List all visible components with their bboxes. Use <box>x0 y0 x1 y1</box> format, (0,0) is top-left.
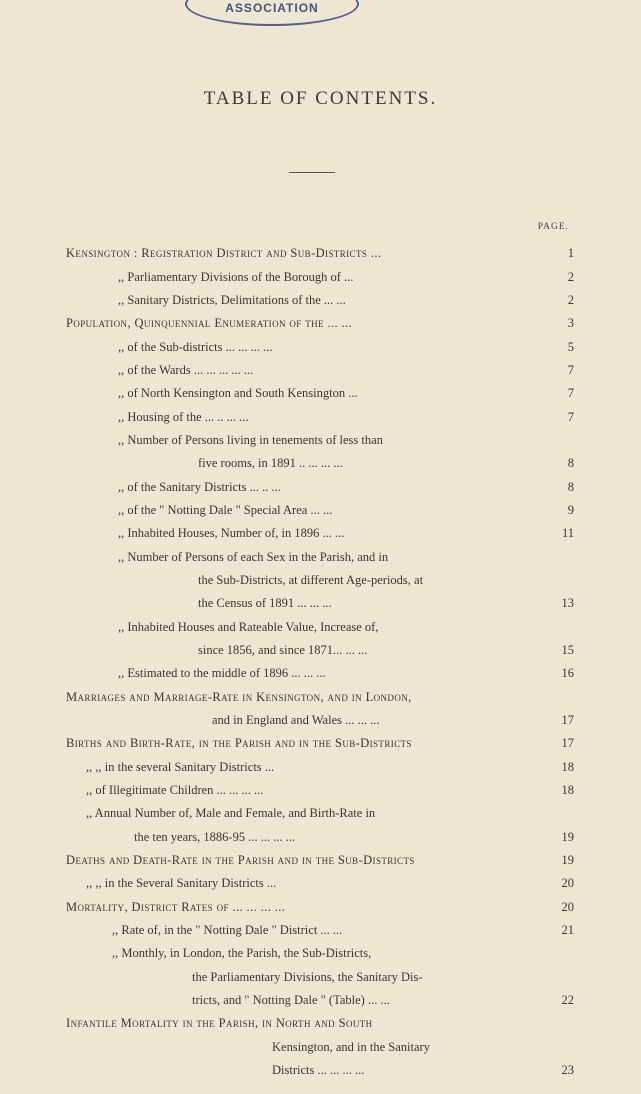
toc-entry-text: ,, Number of Persons living in tenements of less than <box>118 433 383 447</box>
toc-entry-page: 19 <box>561 853 574 867</box>
toc-entry-page: 8 <box>567 456 574 470</box>
toc-entry-page: 11 <box>561 526 574 540</box>
toc-entry-page: 20 <box>561 876 574 890</box>
toc-entry-text: Deaths and Death-Rate in the Parish and in the Sub-Districts <box>66 853 415 867</box>
toc-entry-page: 7 <box>567 410 574 424</box>
toc-entry-text: the Parliamentary Divisions, the Sanitary Dis- <box>192 970 423 984</box>
toc-entry-text: Births and Birth-Rate, in the Parish and in the Sub-Districts <box>66 736 412 750</box>
toc-entry-page: 7 <box>567 363 574 377</box>
toc-entry-text: five rooms, in 1891 .. ... ... ... <box>198 456 343 470</box>
toc-entry-text: ,, Number of Persons of each Sex in the Parish, and in <box>118 550 389 564</box>
toc-entry-text: ,, of the Sub-districts ... ... ... ... <box>118 340 273 354</box>
toc-entry-text: ,, of the " Notting Dale " Special Area ... ... <box>118 503 333 517</box>
toc-entry-page: 2 <box>567 270 574 284</box>
toc-entry-page: 17 <box>561 713 574 727</box>
toc-entry-page: 1 <box>567 246 574 260</box>
toc-entry-page: 22 <box>561 993 574 1007</box>
toc-entry-text: and in England and Wales ... ... ... <box>212 713 380 727</box>
toc-entry-text: ,, Sanitary Districts, Delimitations of the ... ... <box>118 293 346 307</box>
toc-entry-text: ,, of Illegitimate Children ... ... ... ... <box>86 783 264 797</box>
toc-entry-page: 16 <box>561 666 574 680</box>
toc-entry-text: Infantile Mortality in the Parish, in North and South <box>66 1016 373 1030</box>
toc-entry-page: 17 <box>561 736 574 750</box>
stamp-text: ASSOCIATION <box>225 1 319 15</box>
toc-entry-text: ,, Inhabited Houses, Number of, in 1896 ... ... <box>118 526 345 540</box>
toc-entry-text: Population, Quinquennial Enumeration of the ... ... <box>66 316 353 330</box>
toc-entry-page: 7 <box>567 386 574 400</box>
toc-entry-page: 21 <box>561 923 574 937</box>
toc-entry-text: Mortality, District Rates of ... ... ... ... <box>66 900 286 914</box>
toc-entry-text: ,, Housing of the ... .. ... ... <box>118 410 249 424</box>
toc-entry-text: ,, ,, in the several Sanitary Districts ... <box>86 760 275 774</box>
toc-entry-page: 13 <box>561 596 574 610</box>
toc-entry-page: 23 <box>561 1063 574 1077</box>
toc-entry-text: the ten years, 1886-95 ... ... ... ... <box>134 830 296 844</box>
toc-entry-text: the Sub-Districts, at different Age-periods, at <box>198 573 424 587</box>
toc-entry-page: 2 <box>567 293 574 307</box>
toc-entry-text: ,, Monthly, in London, the Parish, the Sub-Districts, <box>112 946 372 960</box>
toc-entry-text: Marriages and Marriage-Rate in Kensington, and in London, <box>66 690 412 704</box>
toc-entry-text: since 1856, and since 1871... ... ... <box>198 643 368 657</box>
toc-entry-page: 5 <box>567 340 574 354</box>
toc-entry-text: tricts, and " Notting Dale " (Table) ... ... <box>192 993 390 1007</box>
toc-entry-text: ,, Parliamentary Divisions of the Borough of ... <box>118 270 354 284</box>
toc-entry-text: ,, of the Sanitary Districts ... .. ... <box>118 480 281 494</box>
page-column-heading: PAGE. <box>537 222 569 232</box>
toc-entry-text: ,, Estimated to the middle of 1896 ... ... ... <box>118 666 326 680</box>
toc-entry-text: ,, Annual Number of, Male and Female, and Birth-Rate in <box>86 806 376 820</box>
toc-entry-text: ,, of the Wards ... ... ... ... ... <box>118 363 254 377</box>
toc-entry-page: 3 <box>567 316 574 330</box>
toc-entry-text: Kensington : Registration District and Sub-Districts ... <box>66 246 382 260</box>
toc-entry-text: ,, ,, in the Several Sanitary Districts ... <box>86 876 277 890</box>
toc-entry-page: 8 <box>567 480 574 494</box>
page-title: TABLE OF CONTENTS. <box>203 88 438 109</box>
toc-entry-page: 18 <box>561 783 574 797</box>
toc-entry-page: 9 <box>567 503 574 517</box>
toc-entry-page: 18 <box>561 760 574 774</box>
toc-entry-page: 19 <box>561 830 574 844</box>
toc-entry-text: Districts ... ... ... ... <box>272 1063 365 1077</box>
toc-entry-text: ,, Rate of, in the " Notting Dale " District ... ... <box>112 923 343 937</box>
toc-entry-text: ,, Inhabited Houses and Rateable Value, Increase of, <box>118 620 379 634</box>
toc-entry-text: the Census of 1891 ... ... ... <box>198 596 332 610</box>
toc-entry-text: Kensington, and in the Sanitary <box>272 1040 430 1054</box>
toc-entry-page: 15 <box>561 643 574 657</box>
toc-entry-text: ,, of North Kensington and South Kensington ... <box>118 386 358 400</box>
toc-entry-page: 20 <box>561 900 574 914</box>
